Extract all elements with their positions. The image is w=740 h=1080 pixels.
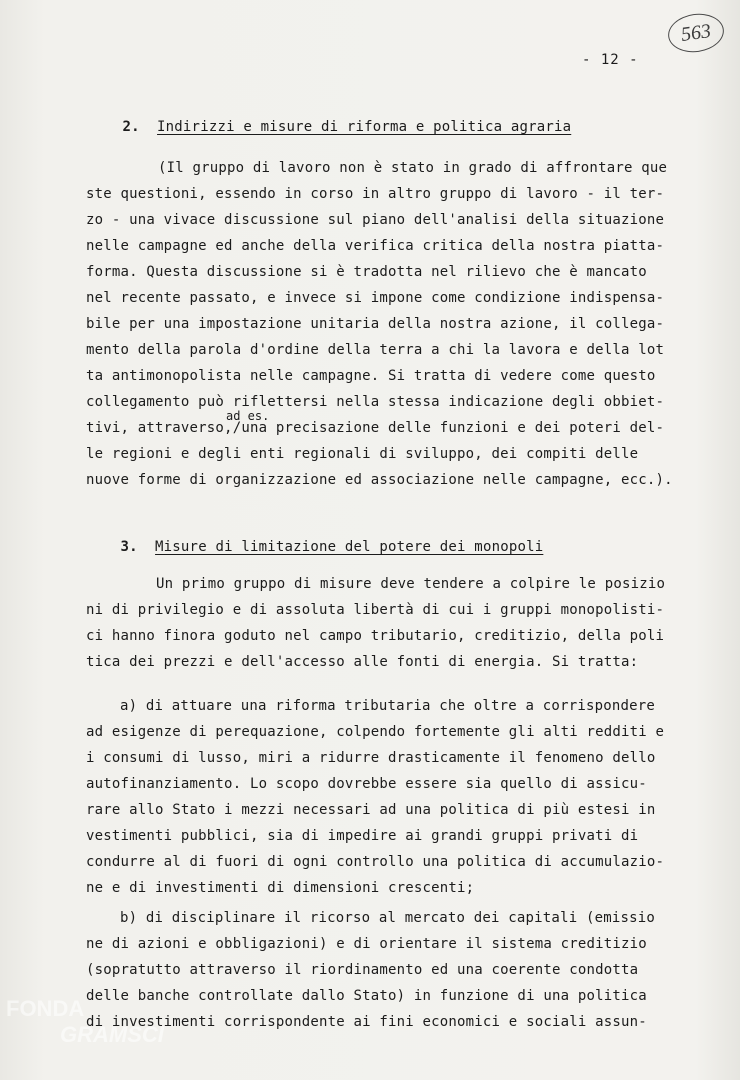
text-line: ni di privilegio e di assoluta libertà di cui i gruppi monopolisti-	[86, 602, 665, 618]
section-title: Indirizzi e misure di riforma e politica agraria	[157, 119, 572, 135]
text-line: zo - una vivace discussione sul piano dell'analisi della situazione	[86, 212, 665, 228]
page-number: - 12 -	[582, 52, 639, 68]
text-line: tivi, attraverso,/una precisazione delle funzioni e dei poteri del-	[86, 420, 665, 436]
section-number: 3.	[120, 539, 138, 555]
text-line: di investimenti corrispondente ai fini economici e sociali assun-	[86, 1014, 647, 1030]
handwritten-insertion: ad es.	[226, 409, 270, 423]
text-line: ci hanno finora goduto nel campo tributario, creditizio, della poli	[86, 628, 665, 644]
section-heading	[86, 523, 543, 571]
watermark-line-1: FONDA	[6, 996, 85, 1021]
text-line: le regioni e degli enti regionali di sviluppo, dei compiti delle	[86, 446, 639, 462]
text-line: forma. Questa discussione si è tradotta nel rilievo che è mancato	[86, 264, 647, 280]
text-line: delle banche controllate dallo Stato) in funzione di una politica	[86, 988, 647, 1004]
text-line: rare allo Stato i mezzi necessari ad una politica di più estesi in	[86, 802, 656, 818]
text-line: (Il gruppo di lavoro non è stato in grado di affrontare que	[158, 160, 668, 176]
watermark-line-2: GRAMSCI	[60, 1022, 164, 1047]
section-heading	[88, 103, 571, 151]
text-line: nel recente passato, e invece si impone come condizione indispensa-	[86, 290, 665, 306]
text-line: (sopratutto attraverso il riordinamento ed una coerente condotta	[86, 962, 639, 978]
text-line: tica dei prezzi e dell'accesso alle fonti di energia. Si tratta:	[86, 654, 639, 670]
text-line: vestimenti pubblici, sia di impedire ai grandi gruppi privati di	[86, 828, 639, 844]
text-line: collegamento può riflettersi nella stessa indicazione degli obbiet-	[86, 394, 665, 410]
section-title: Misure di limitazione del potere dei monopoli	[155, 539, 544, 555]
text-line: nuove forme di organizzazione ed associazione nelle campagne, ecc.).	[86, 472, 673, 488]
text-line: ne e di investimenti di dimensioni crescenti;	[86, 880, 475, 896]
text-line: Un primo gruppo di misure deve tendere a colpire le posizio	[156, 576, 666, 592]
text-line: ad esigenze di perequazione, colpendo fortemente gli alti redditi e	[86, 724, 665, 740]
text-line: mento della parola d'ordine della terra a chi la lavora e della lot	[86, 342, 665, 358]
archive-watermark	[6, 996, 196, 1076]
text-line: i consumi di lusso, miri a ridurre drasticamente il fenomeno dello	[86, 750, 656, 766]
text-line: ste questioni, essendo in corso in altro gruppo di lavoro - il ter-	[86, 186, 665, 202]
text-line: bile per una impostazione unitaria della nostra azione, il collega-	[86, 316, 665, 332]
text-line: condurre al di fuori di ogni controllo una politica di accumulazio-	[86, 854, 665, 870]
archive-stamp: 563	[666, 10, 727, 55]
list-item-a: a) di attuare una riforma tributaria che oltre a corrispondere	[120, 698, 655, 714]
list-item-b: b) di disciplinare il ricorso al mercato dei capitali (emissio	[120, 910, 655, 926]
section-number: 2.	[122, 119, 140, 135]
text-line: autofinanziamento. Lo scopo dovrebbe essere sia quello di assicu-	[86, 776, 647, 792]
text-line: ta antimonopolista nelle campagne. Si tratta di vedere come questo	[86, 368, 656, 384]
text-line: ne di azioni e obbligazioni) e di orientare il sistema creditizio	[86, 936, 647, 952]
text-line: nelle campagne ed anche della verifica critica della nostra piatta-	[86, 238, 665, 254]
